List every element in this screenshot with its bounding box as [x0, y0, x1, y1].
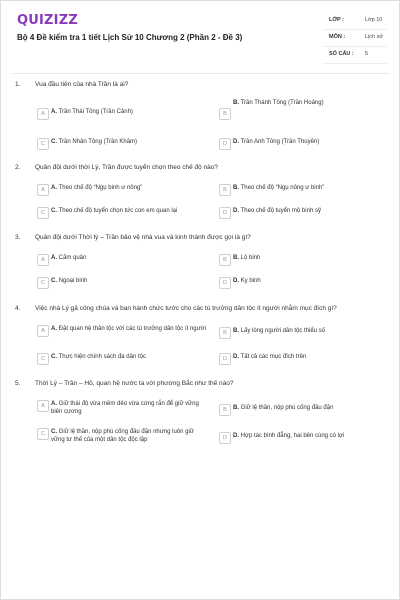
option-letter: D.	[233, 354, 239, 360]
option-box: C	[37, 277, 49, 289]
option-box: A	[37, 325, 49, 337]
option-letter: A.	[51, 185, 57, 191]
option-c[interactable]	[37, 277, 197, 291]
option-text: Trần Thái Tông (Trần Cảnh)	[58, 109, 133, 115]
option-letter: B.	[233, 185, 239, 191]
option-box: D	[219, 138, 231, 150]
option-b[interactable]	[219, 327, 379, 341]
option-text: Tất cả các mục đích trên	[240, 354, 307, 360]
option-box: C	[37, 138, 49, 150]
option-letter: C.	[51, 139, 57, 145]
option-c[interactable]	[37, 207, 197, 221]
option-text: Cấm quân	[58, 255, 87, 261]
option-box: C	[37, 207, 49, 219]
option-text: Hợp tác bình đẳng, hai bên cùng có lợi	[240, 433, 345, 439]
option-text: Thực hiện chính sách đa dân tộc	[58, 354, 146, 360]
option-box: B	[219, 254, 231, 266]
option-box: A	[37, 108, 49, 120]
option-box: B	[219, 108, 231, 120]
meta-row-count	[323, 47, 387, 64]
question-number: 5.	[15, 380, 21, 387]
option-letter: C.	[51, 429, 57, 435]
option-letter: D.	[233, 433, 239, 439]
option-text: Trần Thánh Tông (Trần Hoảng)	[240, 100, 324, 106]
option-box: B	[219, 404, 231, 416]
meta-value: Lớp 10	[365, 17, 383, 23]
option-letter: C.	[51, 354, 57, 360]
option-text: Đặt quan hệ thân tộc với các tù trưởng dân tộc ít người	[58, 326, 206, 332]
meta-value: Lịch sử	[365, 34, 384, 40]
question-text: Quân đội dưới thời Lý, Trần được tuyển chọn theo chế độ nào?	[35, 164, 219, 171]
option-box: B	[219, 184, 231, 196]
option-text: Theo chế độ “Ngụ binh ư nông”	[58, 185, 143, 191]
option-text: Trần Nhân Tông (Trần Khâm)	[58, 139, 138, 145]
option-a[interactable]	[37, 184, 197, 198]
option-letter: B.	[233, 328, 239, 334]
option-box: C	[37, 353, 49, 365]
option-a[interactable]	[37, 400, 207, 414]
option-text: Lộ binh	[240, 255, 261, 261]
option-text: Theo chế độ tuyển chọn tức con em quan lại	[58, 208, 178, 214]
meta-key: MÔN :	[329, 34, 346, 40]
header	[1, 1, 400, 71]
option-d[interactable]	[219, 207, 379, 221]
option-c[interactable]	[37, 428, 207, 442]
option-box: C	[37, 428, 49, 440]
option-letter: B.	[233, 100, 239, 106]
option-letter: B.	[233, 405, 239, 411]
option-letter: B.	[233, 255, 239, 261]
meta-key: LỚP :	[329, 17, 344, 23]
option-text: Lấy lòng người dân tộc thiểu số	[240, 328, 326, 334]
option-letter: A.	[51, 401, 57, 407]
option-box: D	[219, 432, 231, 444]
meta-panel	[323, 13, 387, 64]
option-text: Ngoại binh	[58, 278, 88, 284]
option-text: Giữ lệ thần, nộp phú cống đầu đặn nhưng luôn giữ vững tư thế của một dân tộc độc lập	[51, 429, 194, 443]
option-box: A	[37, 254, 49, 266]
option-box: D	[219, 277, 231, 289]
option-b[interactable]	[219, 184, 379, 198]
question-text: Thời Lý – Trần – Hồ, quan hệ nước ta với phương Bắc như thế nào?	[35, 380, 234, 387]
meta-key: SỐ CÂU :	[329, 51, 354, 57]
option-c[interactable]	[37, 138, 197, 152]
option-box: B	[219, 327, 231, 339]
option-b[interactable]	[219, 100, 379, 122]
option-b[interactable]	[219, 404, 379, 418]
document-title: Bộ 4 Đề kiểm tra 1 tiết Lịch Sử 10 Chương 2 (Phần 2 - Đề 3)	[17, 33, 243, 42]
option-a[interactable]	[37, 108, 197, 122]
option-letter: C.	[51, 278, 57, 284]
option-d[interactable]	[219, 432, 379, 446]
question-number: 4.	[15, 305, 21, 312]
header-divider	[13, 73, 389, 74]
option-text: Kỵ binh	[240, 278, 261, 284]
option-letter: D.	[233, 139, 239, 145]
meta-value: 5	[365, 51, 369, 57]
question-number: 2.	[15, 164, 21, 171]
meta-row-class	[323, 13, 387, 30]
question-number: 1.	[15, 81, 21, 88]
option-b[interactable]	[219, 254, 379, 268]
option-d[interactable]	[219, 138, 379, 152]
option-a[interactable]	[37, 325, 207, 339]
option-text: Giữ lệ thần, nộp phú cống đầu đặn	[240, 405, 334, 411]
question-text: Việc nhà Lý gả công chúa và ban hành chức tước cho các tù trưởng dân tộc ít người nhằm mục đích gì?	[35, 305, 337, 312]
option-letter: A.	[51, 109, 57, 115]
option-text: Theo chế độ “Ngụ nông ư binh”	[240, 185, 325, 191]
option-text: Theo chế độ tuyển mộ binh sỹ	[240, 208, 321, 214]
option-letter: A.	[51, 255, 57, 261]
question-text: Vua đầu tiên của nhà Trần là ai?	[35, 81, 129, 88]
quizizz-logo: QUIZIZZ	[17, 13, 78, 28]
option-d[interactable]	[219, 277, 379, 291]
option-box: A	[37, 184, 49, 196]
option-box: D	[219, 353, 231, 365]
question-text: Quân đội dưới Thời lý – Trần bảo vệ nhà vua và kinh thành được gọi là gì?	[35, 234, 251, 241]
option-d[interactable]	[219, 353, 379, 367]
option-c[interactable]	[37, 353, 197, 367]
option-letter: D.	[233, 208, 239, 214]
option-text: Giữ thái độ vừa mềm dẻo vừa cứng rắn để giữ vững biên cương	[51, 401, 199, 415]
option-box: A	[37, 400, 49, 412]
option-text: Trần Anh Tông (Trần Thuyên)	[240, 139, 320, 145]
question-number: 3.	[15, 234, 21, 241]
meta-row-subject	[323, 30, 387, 47]
option-box: D	[219, 207, 231, 219]
option-letter: C.	[51, 208, 57, 214]
option-a[interactable]	[37, 254, 197, 268]
option-letter: D.	[233, 278, 239, 284]
option-letter: A.	[51, 326, 57, 332]
